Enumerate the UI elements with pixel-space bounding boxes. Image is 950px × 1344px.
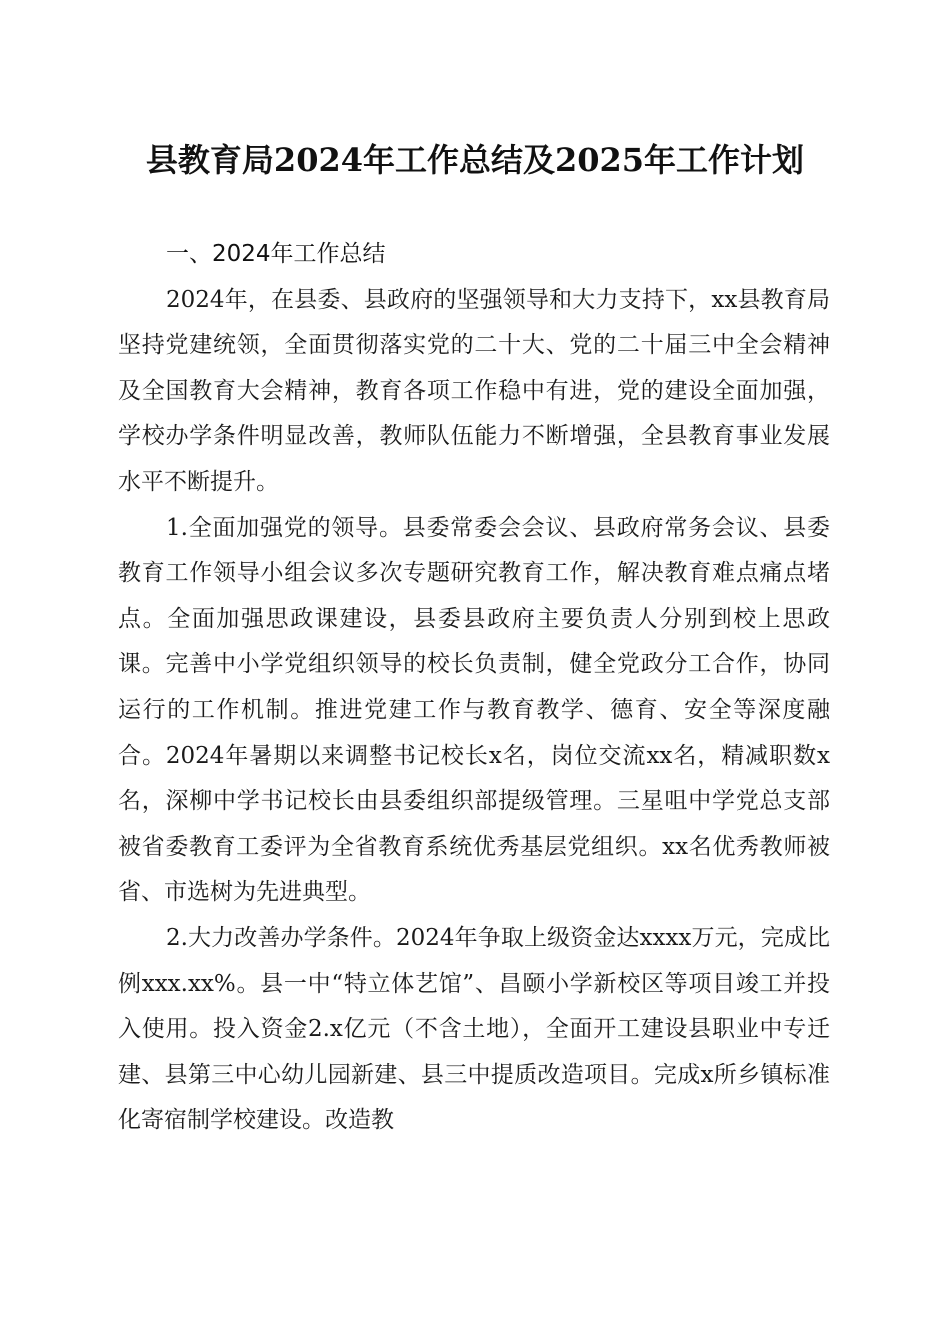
section-heading: 一、2024年工作总结: [166, 241, 386, 267]
document-body: [118, 232, 830, 1144]
paragraph-party-leadership: 1.全面加强党的领导。县委常委会会议、县政府常务会议、县委教育工作领导小组会议多次专题研究教育工作，解决教育难点痛点堵点。全面加强思政课建设，县委县政府主要负责人分别到校上思政课。完善中小学党组织领导的校长负责制，健全党政分工合作，协同运行的工作机制。推进党建工作与教育教学、德育、安全等深度融合。2024年暑期以来调整书记校长x名，岗位交流xx名，精减职数x名，深柳中学书记校长由县委组织部提级管理。三星咀中学党总支部被省委教育工委评为全省教育系统优秀基层党组织。xx名优秀教师被省、市选树为先进典型。: [118, 514, 830, 906]
paragraph-intro: 2024年，在县委、县政府的坚强领导和大力支持下，xx县教育局坚持党建统领，全面贯彻落实党的二十大、党的二十届三中全会精神及全国教育大会精神，教育各项工作稳中有进，党的建设全面加强，学校办学条件明显改善，教师队伍能力不断增强，全县教育事业发展水平不断提升。: [118, 286, 830, 495]
paragraph-school-conditions: 2.大力改善办学条件。2024年争取上级资金达xxxx万元，完成比例xxx.xx%。县一中“特立体艺馆”、昌颐小学新校区等项目竣工并投入使用。投入资金2.x亿元（不含土地），全面开工建设县职业中专迁建、县第三中心幼儿园新建、县三中提质改造项目。完成x所乡镇标准化寄宿制学校建设。改造教: [118, 924, 830, 1134]
document-title: 县教育局2024年工作总结及2025年工作计划: [145, 141, 805, 179]
